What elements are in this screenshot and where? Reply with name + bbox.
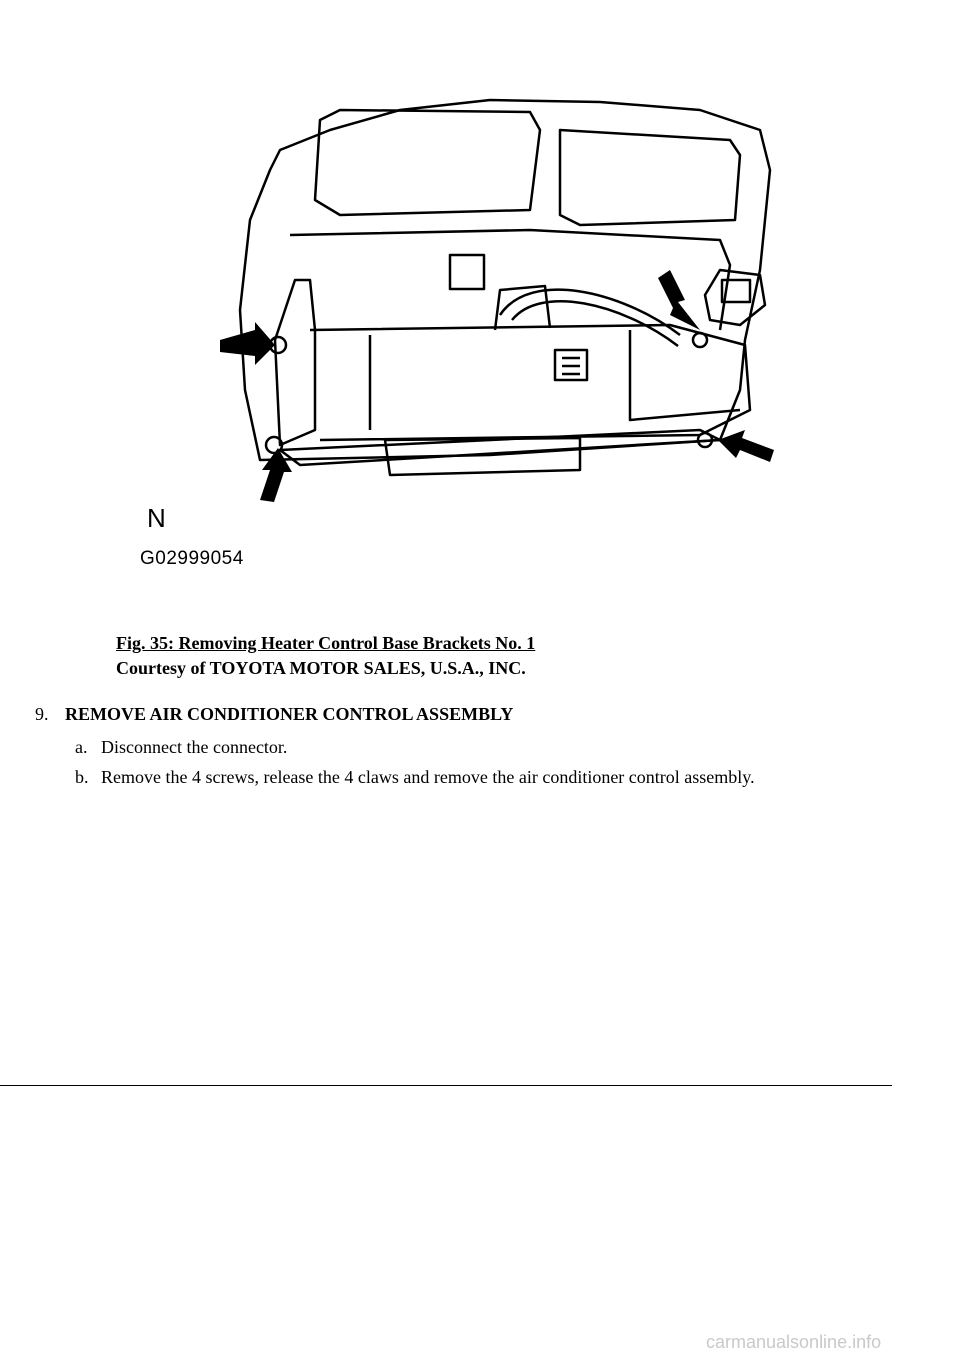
figure-credit: Courtesy of TOYOTA MOTOR SALES, U.S.A., INC. [116,658,526,678]
step-number: 9. [35,704,49,724]
step-title: REMOVE AIR CONDITIONER CONTROL ASSEMBLY [65,704,514,724]
heater-control-illustration [200,90,800,510]
substep-text: Remove the 4 screws, release the 4 claws and remove the air conditioner control assembly. [101,767,755,787]
substep-text: Disconnect the connector. [101,737,288,757]
figure-caption: Fig. 35: Removing Heater Control Base Brackets No. 1 [116,633,536,653]
substep-label: a. [75,737,88,757]
watermark: carmanualsonline.info [706,1332,882,1352]
figure-orientation-label: N [147,503,166,533]
substep-a [75,737,287,758]
substep-label: b. [75,767,89,787]
figure-code: G02999054 [140,548,244,569]
substep-b [75,767,755,788]
page-divider [0,1085,892,1086]
